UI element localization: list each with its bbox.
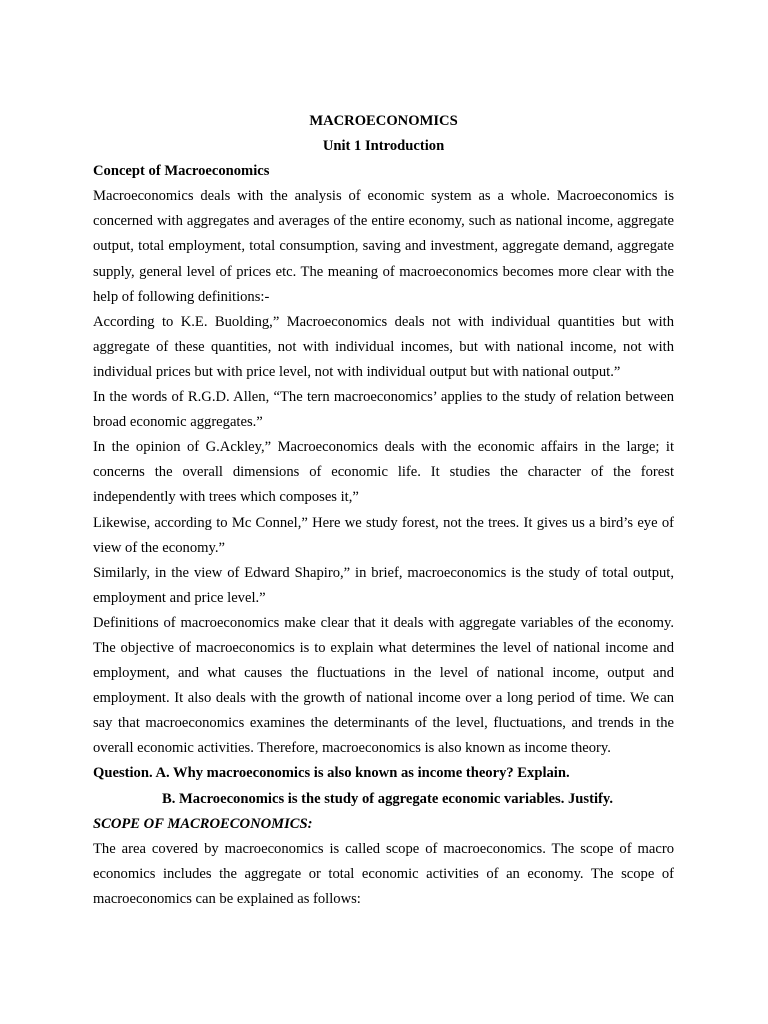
question-b: B. Macroeconomics is the study of aggregate economic variables. Justify. <box>162 790 613 807</box>
question-a: Question. A. Why macroeconomics is also known as income theory? Explain. <box>93 765 570 782</box>
scope-paragraph: The area covered by macroeconomics is called scope of macroeconomics. The scope of macro economics includes the aggregate or total economic activities of an economy. The scope of macroeconomics can be explained as follows: <box>93 840 674 907</box>
paragraph-ackley: In the opinion of G.Ackley,” Macroeconomics deals with the economic affairs in the large; it concerns the overall dimensions of economic life. It studies the character of the forest independently with trees which composes it,” <box>93 439 674 506</box>
paragraph-allen: In the words of R.G.D. Allen, “The tern macroeconomics’ applies to the study of relation between broad economic aggregates.” <box>93 389 674 431</box>
paragraph-intro: Macroeconomics deals with the analysis of economic system as a whole. Macroeconomics is concerned with aggregates and averages of the entire economy, such as national income, aggregate output, total employment, total consumption, saving and investment, aggregate demand, aggregate supply, general level of prices etc. The meaning of macroeconomics becomes more clear with the help of following definitions:- <box>93 188 674 305</box>
paragraph-mcconnel: Likewise, according to Mc Connel,” Here we study forest, not the trees. It gives us a bird’s eye of view of the economy.” <box>93 514 674 556</box>
section-heading: Concept of Macroeconomics <box>93 163 270 180</box>
paragraph-boulding: According to K.E. Buolding,” Macroeconomics deals not with individual quantities but with aggregate of these quantities, not with individual incomes, but with national income, not with individual prices but with price level, not with individual output but with national output.” <box>93 313 674 380</box>
document-page <box>93 109 674 912</box>
scope-heading: SCOPE OF MACROECONOMICS: <box>93 815 313 832</box>
paragraph-definitions-summary: Definitions of macroeconomics make clear that it deals with aggregate variables of the economy. The objective of macroeconomics is to explain what determines the level of national income and employment, and what causes the fluctuations in the level of national income, output and employment. It also deals with the growth of national income over a long period of time. We can say that macroeconomics examines the determinants of the level, fluctuations, and trends in the overall economic activities. Therefore, macroeconomics is also known as income theory. <box>93 614 674 757</box>
document-subtitle: Unit 1 Introduction <box>322 138 445 155</box>
document-title: MACROECONOMICS <box>309 113 458 129</box>
paragraph-shapiro: Similarly, in the view of Edward Shapiro,” in brief, macroeconomics is the study of total output, employment and price level.” <box>93 564 674 606</box>
